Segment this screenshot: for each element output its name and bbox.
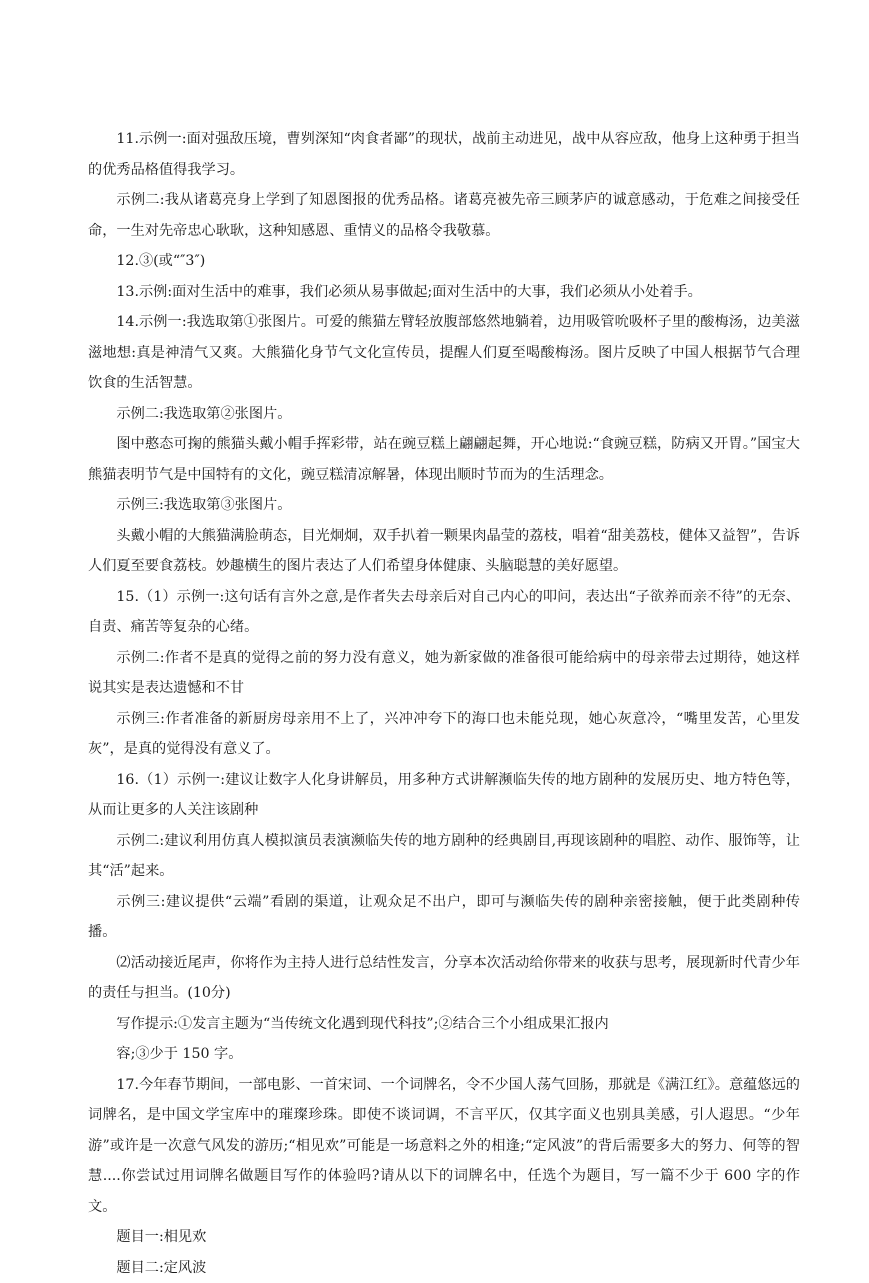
writing-tips: 写作提示:①发言主题为“当传统文化遇到现代科技”;②结合三个小组成果汇报内 xyxy=(88,1009,800,1040)
answer-14-example-1: 14.示例一:我选取第①张图片。可爱的熊猫左臂轻放腹部悠然地躺着，边用吸管吮吸杯子里的酸梅汤，边美滋滋地想:真是神清气又爽。大熊猫化身节气文化宣传员，提醒人们夏至喝酸梅汤。图片反映了中国人根据节气合理饮食的生活智慧。 xyxy=(88,307,800,399)
answer-14-example-3-body: 头戴小帽的大熊猫满脸萌态，目光炯炯，双手扒着一颗果肉晶莹的荔枝，唱着“甜美荔枝，健体又益智”，告诉人们夏至要食荔枝。妙趣横生的图片表达了人们希望身体健康、头脑聪慧的美好愿望。 xyxy=(88,521,800,582)
question-16-part-2: ⑵活动接近尾声，你将作为主持人进行总结性发言，分享本次活动给你带来的收获与思考，展现新时代青少年的责任与担当。(10分) xyxy=(88,948,800,1009)
answer-11-example-1: 11.示例一:面对强敌压境，曹刿深知“肉食者鄙”的现状，战前主动进见，战中从容应敌，他身上这种勇于担当的优秀品格值得我学习。 xyxy=(88,124,800,185)
writing-tips-continued: 容;③少于 150 字。 xyxy=(88,1039,800,1070)
answer-14-example-3-heading: 示例三:我选取第③张图片。 xyxy=(88,490,800,521)
answer-12: 12.③(或“″3″) xyxy=(88,246,800,277)
answer-16-example-3: 示例三:建议提供“云端”看剧的渠道，让观众足不出户，即可与濒临失传的剧种亲密接触，便于此类剧种传播。 xyxy=(88,887,800,948)
answer-13: 13.示例:面对生活中的难事，我们必须从易事做起;面对生活中的大事，我们必须从小处着手。 xyxy=(88,277,800,308)
answer-14-example-2-heading: 示例二:我选取第②张图片。 xyxy=(88,399,800,430)
answer-content xyxy=(88,124,800,1283)
answer-11-example-2: 示例二:我从诸葛亮身上学到了知恩图报的优秀品格。诸葛亮被先帝三顾茅庐的诚意感动，于危难之间接受任命，一生对先帝忠心耿耿，这种知感恩、重情义的品格令我敬慕。 xyxy=(88,185,800,246)
essay-topic-1: 题目一:相见欢 xyxy=(88,1222,800,1253)
answer-14-example-2-body: 图中憨态可掬的熊猫头戴小帽手挥彩带，站在豌豆糕上翩翩起舞，开心地说:“食豌豆糕，防病又开胃。”国宝大熊猫表明节气是中国特有的文化，豌豆糕清凉解暑，体现出顺时节而为的生活理念。 xyxy=(88,429,800,490)
answer-15-example-2: 示例二:作者不是真的觉得之前的努力没有意义，她为新家做的准备很可能给病中的母亲带去过期待，她这样说其实是表达遗憾和不甘 xyxy=(88,643,800,704)
question-17: 17.今年春节期间，一部电影、一首宋词、一个词牌名，令不少国人荡气回肠，那就是《满江红》。意蕴悠远的词牌名，是中国文学宝库中的璀璨珍珠。即使不谈词调，不言平仄，仅其字面义也别具美感，引人遐思。“少年游”或许是一次意气风发的游历;“相见欢”可能是一场意料之外的相逢;“定风波”的背后需要多大的努力、何等的智慧....你尝试过用词牌名做题目写作的体验吗?请从以下的词牌名中，任选个为题目，写一篇不少于 600 字的作文。 xyxy=(88,1070,800,1223)
answer-16-example-2: 示例二:建议利用仿真人模拟演员表演濒临失传的地方剧种的经典剧目,再现该剧种的唱腔、动作、服饰等，让其“活”起来。 xyxy=(88,826,800,887)
answer-16-example-1: 16.（1）示例一:建议让数字人化身讲解员，用多种方式讲解濒临失传的地方剧种的发展历史、地方特色等，从而让更多的人关注该剧种 xyxy=(88,765,800,826)
answer-15-example-1: 15.（1）示例一:这句话有言外之意,是作者失去母亲后对自己内心的叩问，表达出“子欲养而亲不待”的无奈、自责、痛苦等复杂的心绪。 xyxy=(88,582,800,643)
answer-15-example-3: 示例三:作者准备的新厨房母亲用不上了，兴冲冲夸下的海口也未能兑现，她心灰意冷，“嘴里发苦，心里发灰”，是真的觉得没有意义了。 xyxy=(88,704,800,765)
essay-topic-2: 题目二:定风波 xyxy=(88,1253,800,1283)
